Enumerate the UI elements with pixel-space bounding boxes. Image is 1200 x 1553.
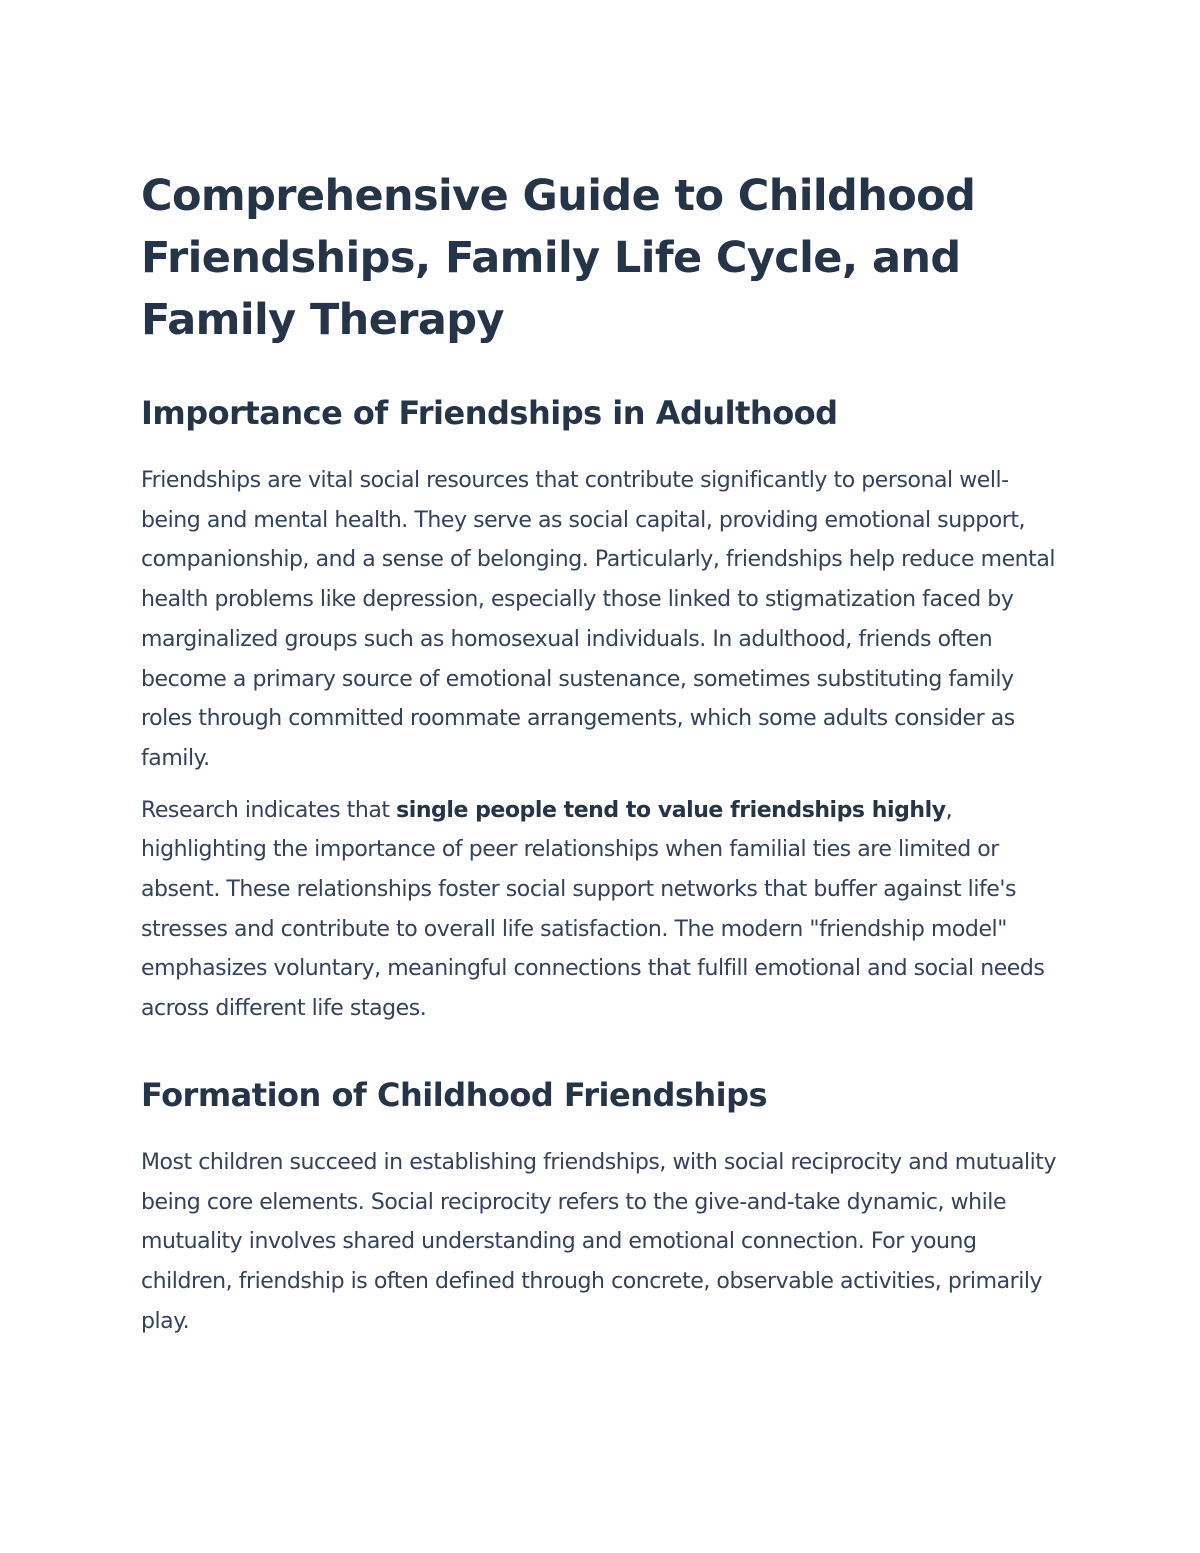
paragraph-text-segment: Research indicates that (141, 797, 397, 823)
paragraph-text-segment: , highlighting the importance of peer relationships when familial ties are limited or absent. These relationships foster social support networks that buffer against life's stresses and contribute to overall life satisfaction. The modern "friendship model" emphasizes voluntary, meaningful connections that fulfill emotional and social needs across different life stages. (141, 797, 1045, 1022)
emphasized-text: single people tend to value friendships highly (396, 797, 946, 823)
section-heading-childhood-friendships: Formation of Childhood Friendships (141, 1075, 768, 1114)
paragraph-children-friendship-formation: Most children succeed in establishing friendships, with social reciprocity and mutuality being core elements. Social reciprocity refers to the give-and-take dynamic, while mutuality involves shared understanding and emotional connection. For young children, friendship is often defined through concrete, observable activities, primarily play. (141, 1149, 1057, 1334)
document-page (141, 165, 1061, 1341)
section-heading-adulthood-friendships: Importance of Friendships in Adulthood (141, 394, 838, 432)
paragraph-single-people-research (141, 791, 1061, 1029)
document-title: Comprehensive Guide to Childhood Friendships, Family Life Cycle, and Family Therapy (141, 171, 976, 345)
paragraph-friendships-vital-resources: Friendships are vital social resources that contribute significantly to personal well-being and mental health. They serve as social capital, providing emotional support, companionship, and a sense of belonging. Particularly, friendships help reduce mental health problems like depression, especially those linked to stigmatization faced by marginalized groups such as homosexual individuals. In adulthood, friends often become a primary source of emotional sustenance, sometimes substituting family roles through committed roommate arrangements, which some adults consider as family. (141, 468, 1056, 771)
